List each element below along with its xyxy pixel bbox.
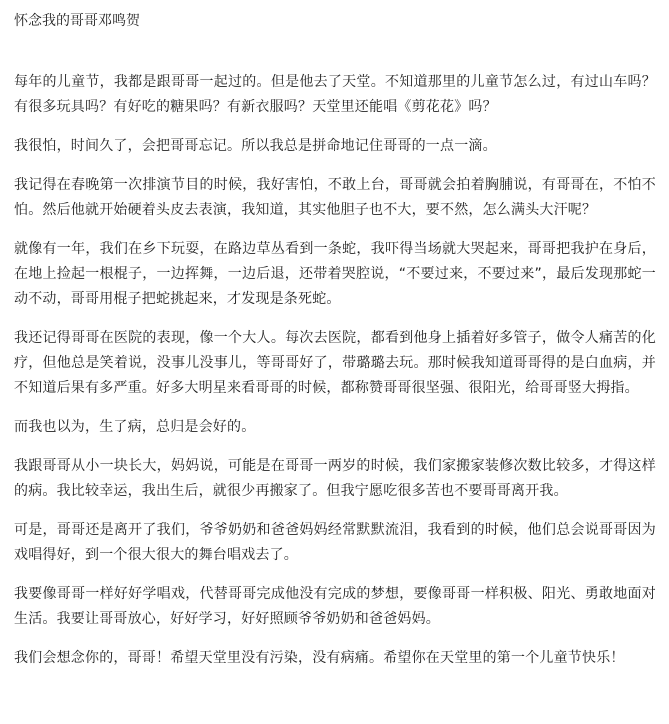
paragraph: 每年的儿童节，我都是跟哥哥一起过的。但是他去了天堂。不知道那里的儿童节怎么过，有过山车吗？有很多玩具吗？有好吃的糖果吗？有新衣服吗？天堂里还能唱《剪花花》吗？	[14, 74, 656, 115]
paragraph: 我跟哥哥从小一块长大，妈妈说，可能是在哥哥一两岁的时候，我们家搬家装修次数比较多，才得这样的病。我比较幸运，我出生后，就很少再搬家了。但我宁愿吃很多苦也不要哥哥离开我。	[14, 458, 656, 499]
article-title: 怀念我的哥哥邓鸣贺	[14, 13, 140, 29]
paragraph: 而我也以为，生了病，总归是会好的。	[14, 419, 256, 435]
paragraph: 我记得在春晚第一次排演节目的时候，我好害怕，不敢上台，哥哥就会拍着胸脯说，有哥哥在，不怕不怕。然后他就开始硬着头皮去表演，我知道，其实他胆子也不大，要不然，怎么满头大汗呢？	[14, 177, 656, 218]
paragraph: 我们会想念你的，哥哥！希望天堂里没有污染，没有病痛。希望你在天堂里的第一个儿童节快乐！	[14, 650, 625, 666]
article-body	[14, 70, 656, 671]
paragraph: 可是，哥哥还是离开了我们，爷爷奶奶和爸爸妈妈经常默默流泪，我看到的时候，他们总会说哥哥因为戏唱得好，到一个很大很大的舞台唱戏去了。	[14, 522, 656, 563]
article	[14, 8, 656, 685]
paragraph: 就像有一年，我们在乡下玩耍，在路边草丛看到一条蛇，我吓得当场就大哭起来，哥哥把我护在身后，在地上捡起一根棍子，一边挥舞，一边后退，还带着哭腔说，“不要过来，不要过来”，最后发现那蛇一动不动，哥哥用棍子把蛇挑起来，才发现是条死蛇。	[14, 241, 656, 307]
paragraph: 我要像哥哥一样好好学唱戏，代替哥哥完成他没有完成的梦想，要像哥哥一样积极、阳光、勇敢地面对生活。我要让哥哥放心，好好学习，好好照顾爷爷奶奶和爸爸妈妈。	[14, 586, 656, 627]
paragraph: 我还记得哥哥在医院的表现，像一个大人。每次去医院，都看到他身上插着好多管子，做令人痛苦的化疗，但他总是笑着说，没事儿没事儿，等哥哥好了，带璐璐去玩。那时候我知道哥哥得的是白血病，并不知道后果有多严重。好多大明星来看哥哥的时候，都称赞哥哥很坚强、很阳光，给哥哥竖大拇指。	[14, 330, 656, 396]
paragraph: 我很怕，时间久了，会把哥哥忘记。所以我总是拼命地记住哥哥的一点一滴。	[14, 138, 497, 154]
